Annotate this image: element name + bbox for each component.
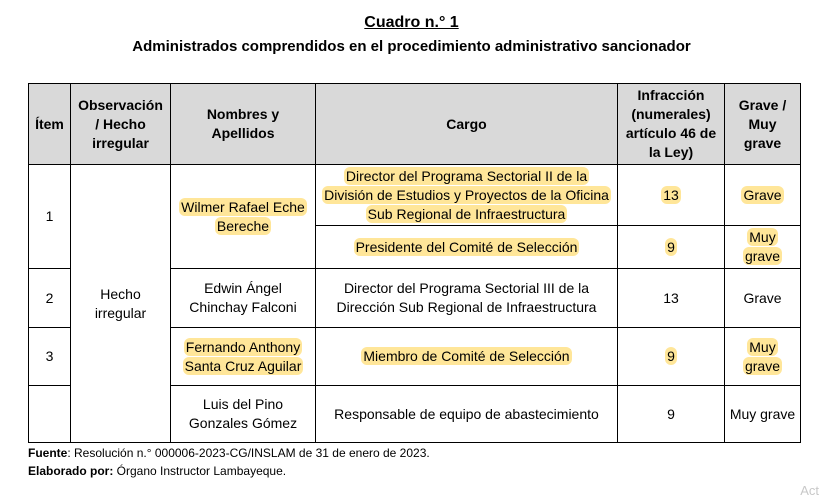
item-cell [29,386,71,443]
header-observacion: Observación / Hecho irregular [71,84,171,165]
table-header-row [29,84,801,165]
cargo-cell [316,226,618,269]
gravedad-cell [725,165,801,226]
item-cell: 2 [29,269,71,328]
table-row [29,165,801,226]
table-caption-number: Cuadro n.° 1 [364,14,459,31]
infraccion-cell [618,226,725,269]
header-item: Ítem [29,84,71,165]
cargo-cell [316,165,618,226]
header-gravedad: Grave / Muy grave [725,84,801,165]
cargo-text: Director del Programa Sectorial II de la División de Estudios y Proyectos de la Oficina Sub Regional de Infraestructura [324,167,609,222]
cargo-text: Presidente del Comité de Selección [355,238,578,255]
header-cargo: Cargo [316,84,618,165]
author-note [28,464,286,478]
author-label: Elaborado por: [28,464,114,478]
gravedad-text: Muy grave [744,338,781,374]
item-cell: 3 [29,328,71,386]
source-text: : Resolución n.° 000006-2023-CG/INSLAM de 31 de enero de 2023. [67,446,430,460]
source-label: Fuente [28,446,68,460]
administrados-table [28,83,801,443]
nombre-text: Fernando Anthony Santa Cruz Aguilar [184,338,302,374]
gravedad-text: Grave [743,186,782,203]
infraccion-cell: 13 [618,269,725,328]
infraccion-cell [618,165,725,226]
cargo-cell: Director del Programa Sectorial III de la Dirección Sub Regional de Infraestructura [316,269,618,328]
table-caption-title: Administrados comprendidos en el procedimiento administrativo sancionador [132,38,691,55]
infraccion-text: 13 [663,186,679,203]
nombre-cell: Luis del Pino Gonzales Gómez [171,386,316,443]
header-infraccion: Infracción (numerales) artículo 46 de la Ley) [618,84,725,165]
infraccion-text: 9 [667,348,675,364]
activation-watermark: Act [800,483,819,498]
author-text: Órgano Instructor Lambayeque. [113,464,287,478]
item-cell: 1 [29,165,71,269]
infraccion-cell [618,328,725,386]
nombre-cell [171,328,316,386]
observacion-cell [71,165,171,443]
infraccion-text: 9 [667,238,675,255]
nombre-cell [171,165,316,269]
gravedad-cell: Muy grave [725,386,801,443]
source-note [28,446,430,460]
nombre-cell: Edwin Ángel Chinchay Falconi [171,269,316,328]
gravedad-cell [725,328,801,386]
gravedad-cell [725,226,801,269]
observacion-text: Hecho irregular [94,285,147,321]
header-nombres: Nombres y Apellidos [171,84,316,165]
cargo-cell: Responsable de equipo de abastecimiento [316,386,618,443]
cargo-text: Miembro de Comité de Selección [363,348,570,364]
cargo-cell [316,328,618,386]
infraccion-cell: 9 [618,386,725,443]
gravedad-text: Muy grave [744,229,781,264]
nombre-text: Wilmer Rafael Eche Bereche [181,198,305,234]
gravedad-cell: Grave [725,269,801,328]
